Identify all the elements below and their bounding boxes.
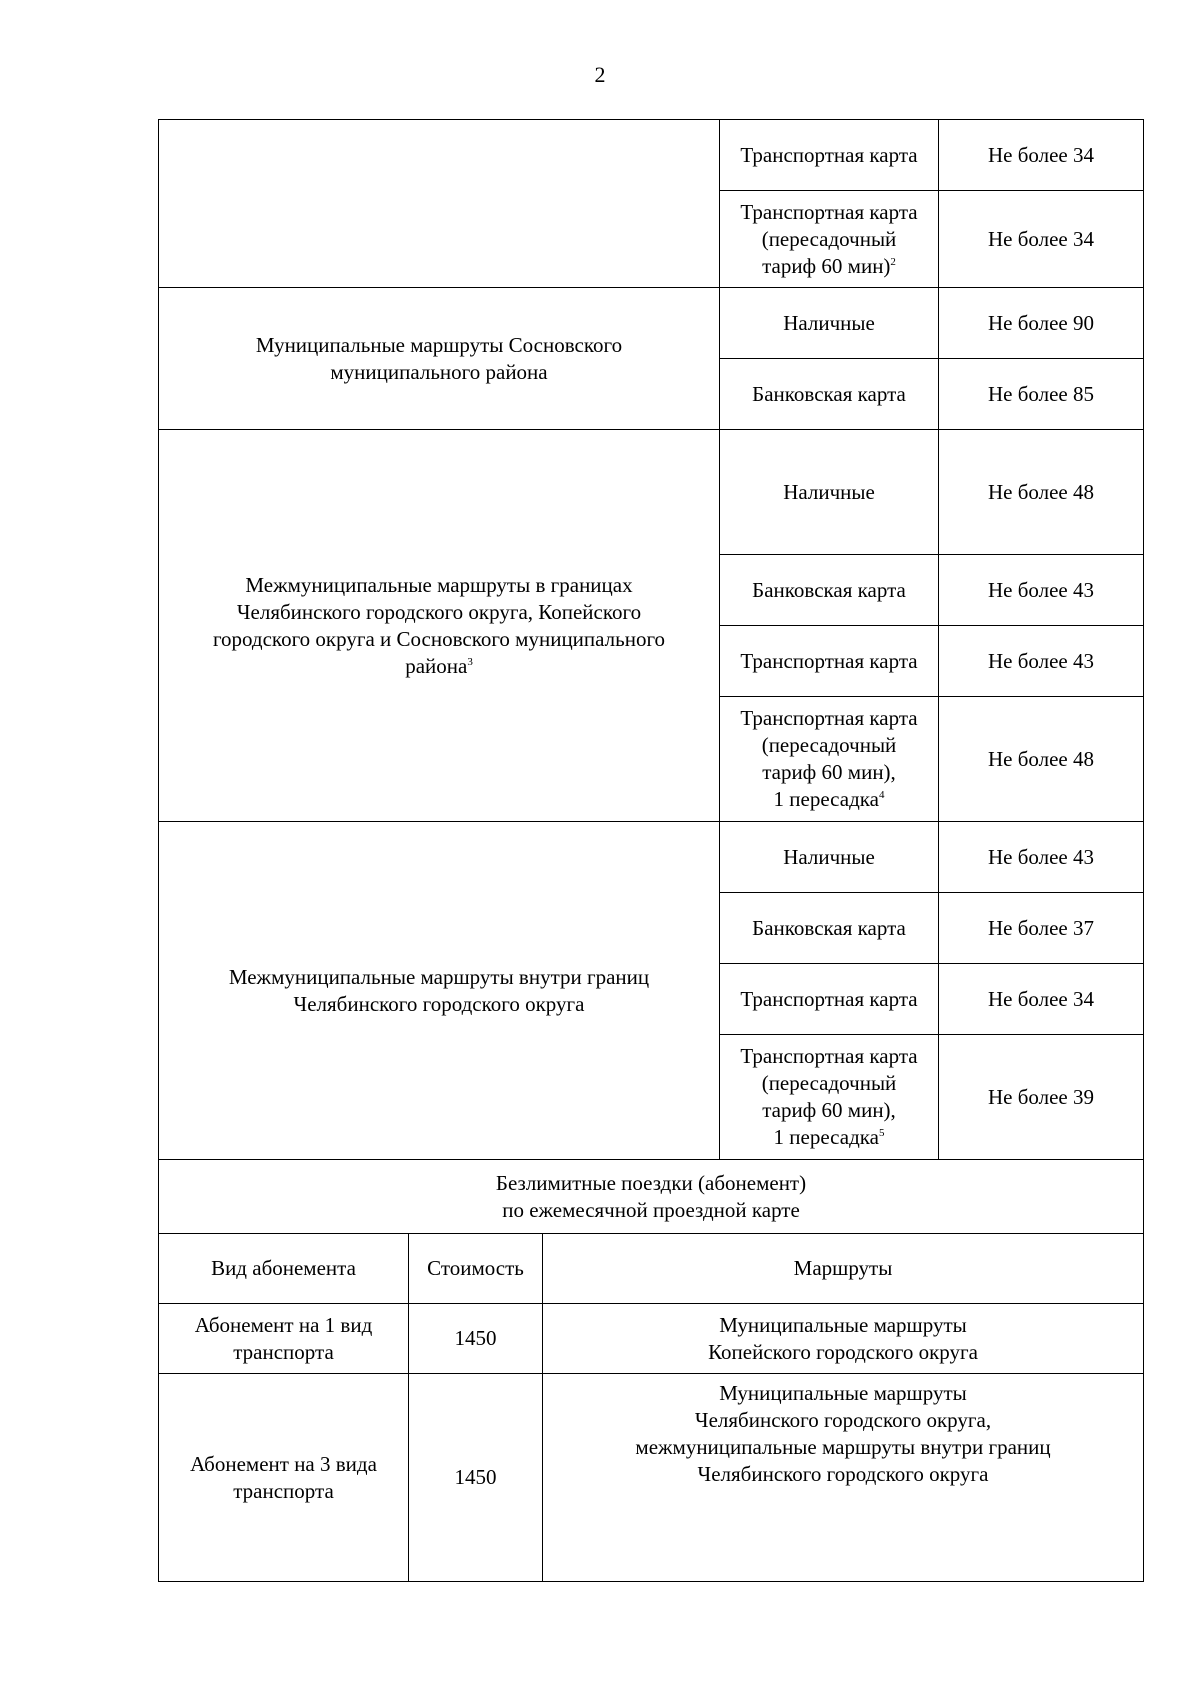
- route-line-text: района: [405, 653, 468, 678]
- route-line: городского округа и Сосновского муниципального: [212, 626, 666, 651]
- price-cell: Не более 34: [939, 191, 1144, 288]
- price-cell: Не более 90: [939, 288, 1144, 359]
- payment-line: Наличные: [783, 479, 875, 504]
- footnote-ref: 3: [467, 655, 473, 668]
- payment-line-text: 1 пересадка: [773, 1125, 879, 1149]
- routes-line: Копейского городского округа: [708, 1339, 978, 1364]
- type-line: транспорта: [233, 1478, 334, 1503]
- payment-method-cell: [720, 191, 939, 288]
- header-routes: Маршруты: [543, 1234, 1144, 1304]
- subscription-type: [159, 1304, 409, 1374]
- payment-line: (пересадочный: [761, 1071, 897, 1095]
- payment-line: Транспортная карта: [740, 1044, 918, 1068]
- payment-line: (пересадочный: [761, 733, 897, 757]
- fare-row: [159, 120, 1144, 191]
- route-line: Челябинского городского округа, Копейского: [236, 599, 642, 624]
- route-line: Челябинского городского округа: [293, 991, 585, 1016]
- subscription-cost: 1450: [409, 1304, 543, 1374]
- payment-method-cell: [720, 555, 939, 626]
- subscription-title: [159, 1160, 1144, 1234]
- routes-line: Челябинского городского округа,: [694, 1408, 992, 1432]
- subscription-cost: 1450: [409, 1374, 543, 1582]
- route-line: Межмуниципальные маршруты в границах: [245, 572, 633, 597]
- payment-method-cell: [720, 964, 939, 1035]
- routes-line: Муниципальные маршруты: [719, 1312, 967, 1337]
- price-cell: Не более 43: [939, 822, 1144, 893]
- type-line: транспорта: [233, 1339, 334, 1364]
- footnote-ref: 5: [878, 1127, 885, 1139]
- price-cell: Не более 43: [939, 626, 1144, 697]
- payment-method-cell: [720, 359, 939, 430]
- payment-line: [726, 1124, 932, 1151]
- fare-row: [159, 822, 1144, 893]
- price-cell: Не более 39: [939, 1035, 1144, 1160]
- route-line: [165, 653, 713, 680]
- subscription-routes: [543, 1374, 1144, 1582]
- page-number: 2: [594, 62, 606, 87]
- subscription-title-row: [159, 1160, 1144, 1234]
- price-cell: Не более 37: [939, 893, 1144, 964]
- route-line: Муниципальные маршруты Сосновского: [255, 332, 623, 357]
- payment-line: Наличные: [783, 310, 875, 335]
- payment-line: [726, 786, 932, 813]
- payment-line: Транспортная карта: [740, 199, 918, 224]
- route-type-cell: [159, 822, 720, 1160]
- payment-line-text: тариф 60 мин): [762, 253, 891, 278]
- subscription-title-line: Безлимитные поездки (абонемент): [495, 1170, 807, 1195]
- payment-line: Транспортная карта: [740, 986, 918, 1011]
- price-cell: Не более 85: [939, 359, 1144, 430]
- payment-line: Банковская карта: [752, 915, 906, 940]
- fare-table: [158, 119, 1144, 1160]
- payment-method-cell: [720, 1035, 939, 1160]
- type-line: Абонемент на 3 вида: [190, 1451, 377, 1476]
- price-cell: Не более 43: [939, 555, 1144, 626]
- subscription-row: [159, 1304, 1144, 1374]
- price-cell: Не более 34: [939, 120, 1144, 191]
- routes-line: Челябинского городского округа: [697, 1462, 989, 1486]
- subscription-row: [159, 1374, 1144, 1582]
- subscription-title-line: по ежемесячной проездной карте: [502, 1197, 800, 1222]
- payment-line-text: 1 пересадка: [773, 787, 879, 811]
- route-line: Межмуниципальные маршруты внутри границ: [228, 964, 650, 989]
- payment-method-cell: [720, 822, 939, 893]
- route-type-cell: [159, 288, 720, 430]
- payment-line: Банковская карта: [752, 381, 906, 406]
- payment-line: Транспортная карта: [740, 142, 918, 167]
- payment-line: [726, 253, 932, 280]
- payment-method-cell: [720, 626, 939, 697]
- payment-method-cell: [720, 893, 939, 964]
- route-type-cell: [159, 120, 720, 288]
- subscription-table: [158, 1159, 1144, 1582]
- payment-method-cell: [720, 697, 939, 822]
- payment-line: Банковская карта: [752, 577, 906, 602]
- payment-line: (пересадочный: [761, 226, 897, 251]
- routes-line: Муниципальные маршруты: [719, 1381, 967, 1405]
- header-type: Вид абонемента: [159, 1234, 409, 1304]
- subscription-header-row: [159, 1234, 1144, 1304]
- routes-line: межмуниципальные маршруты внутри границ: [635, 1435, 1051, 1459]
- fare-row: [159, 288, 1144, 359]
- price-cell: Не более 48: [939, 430, 1144, 555]
- fare-row: [159, 430, 1144, 555]
- subscription-routes: [543, 1304, 1144, 1374]
- payment-method-cell: [720, 120, 939, 191]
- price-cell: Не более 48: [939, 697, 1144, 822]
- header-cost: Стоимость: [409, 1234, 543, 1304]
- payment-line: Транспортная карта: [740, 648, 918, 673]
- subscription-type: [159, 1374, 409, 1582]
- payment-line: Транспортная карта: [740, 706, 918, 730]
- price-cell: Не более 34: [939, 964, 1144, 1035]
- payment-method-cell: [720, 288, 939, 359]
- payment-line: тариф 60 мин),: [762, 760, 896, 784]
- payment-line: Наличные: [783, 844, 875, 869]
- payment-method-cell: [720, 430, 939, 555]
- route-line: муниципального района: [330, 359, 548, 384]
- footnote-ref: 2: [890, 255, 896, 268]
- footnote-ref: 4: [878, 789, 885, 801]
- type-line: Абонемент на 1 вид: [194, 1312, 373, 1337]
- payment-line: тариф 60 мин),: [762, 1098, 896, 1122]
- route-type-cell: [159, 430, 720, 822]
